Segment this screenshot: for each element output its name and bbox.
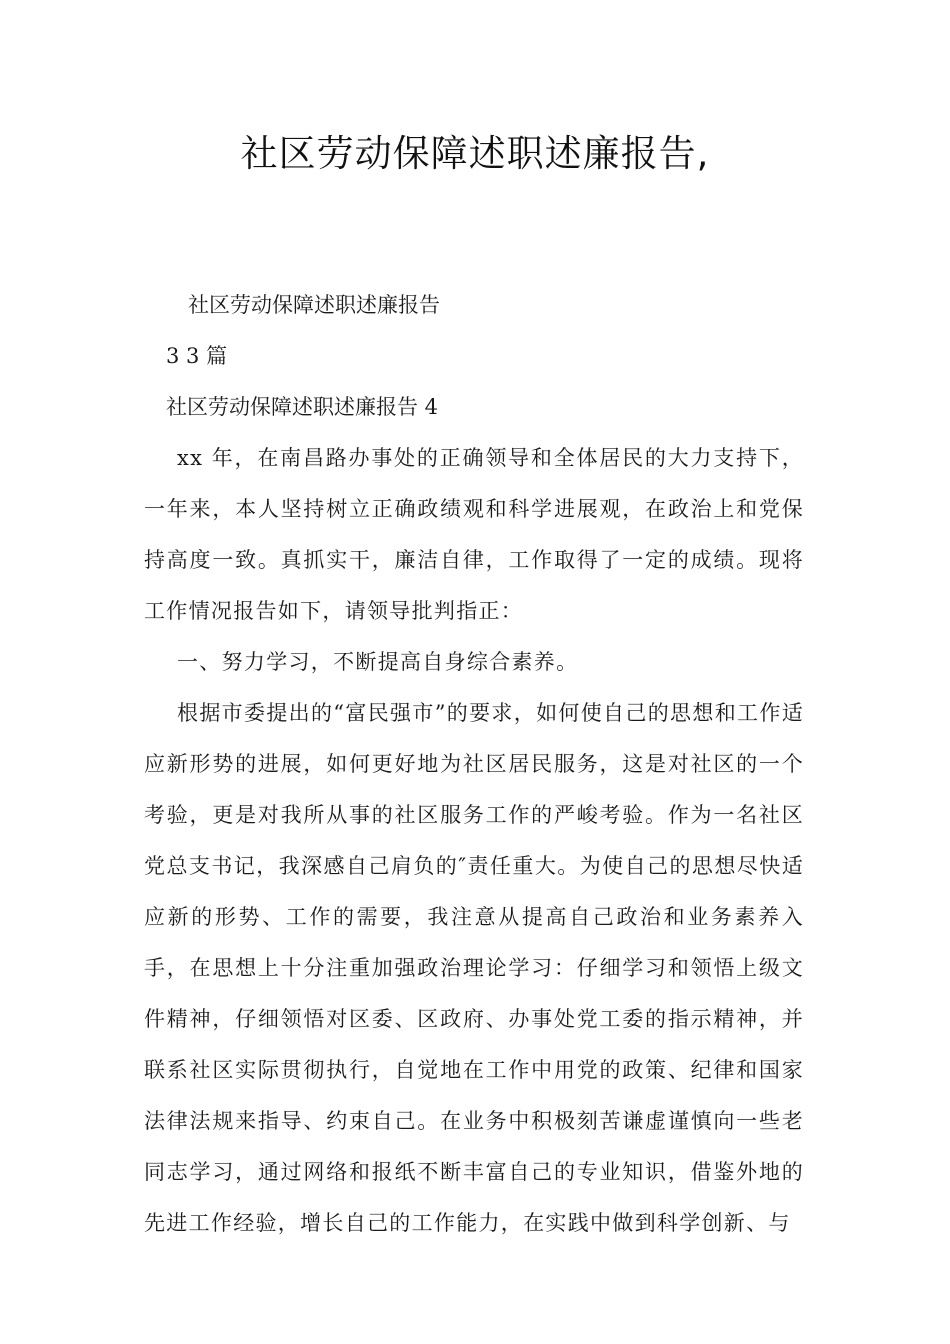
section-heading: 社区劳动保障述职述廉报告 4 xyxy=(166,395,439,419)
paragraph-intro: xx 年，在南昌路办事处的正确领导和全体居民的大力支持下，一年来，本人坚持树立正确政绩观和科学进展观，在政治上和党保持高度一致。真抓实干，廉洁自律，工作取得了一定的成绩。现将工作情况报告如下，请领导批判指正： xyxy=(144,446,804,623)
document-subtitle: 社区劳动保障述职述廉报告 xyxy=(188,293,440,317)
document-body xyxy=(144,280,804,1249)
document-title: 社区劳动保障述职述廉报告, xyxy=(240,132,710,175)
paragraph-study: 根据市委提出的“富民强市”的要求，如何使自己的思想和工作适应新形势的进展，如何更好地为社区居民服务，这是对社区的一个考验，更是对我所从事的社区服务工作的严峻考验。作为一名社区党总支书记，我深感自己肩负的″责任重大。为使自己的思想尽快适应新的形势、工作的需要，我注意从提高自己政治和业务素养入手，在思想上十分注重加强政治理论学习：仔细学习和领悟上级文件精神，仔细领悟对区委、区政府、办事处党工委的指示精神，并联系社区实际贯彻执行，自觉地在工作中用党的政策、纪律和国家法律法规来指导、约束自己。在业务中积极刻苦谦虚谨慎向一些老同志学习，通过网络和报纸不断丰富自己的专业知识，借鉴外地的先进工作经验，增长自己的工作能力，在实践中做到科学创新、与 xyxy=(144,701,804,1235)
paragraph-heading-1: 一、努力学习，不断提高自身综合素养。 xyxy=(177,650,579,674)
article-count: 3 3 篇 xyxy=(166,344,228,368)
